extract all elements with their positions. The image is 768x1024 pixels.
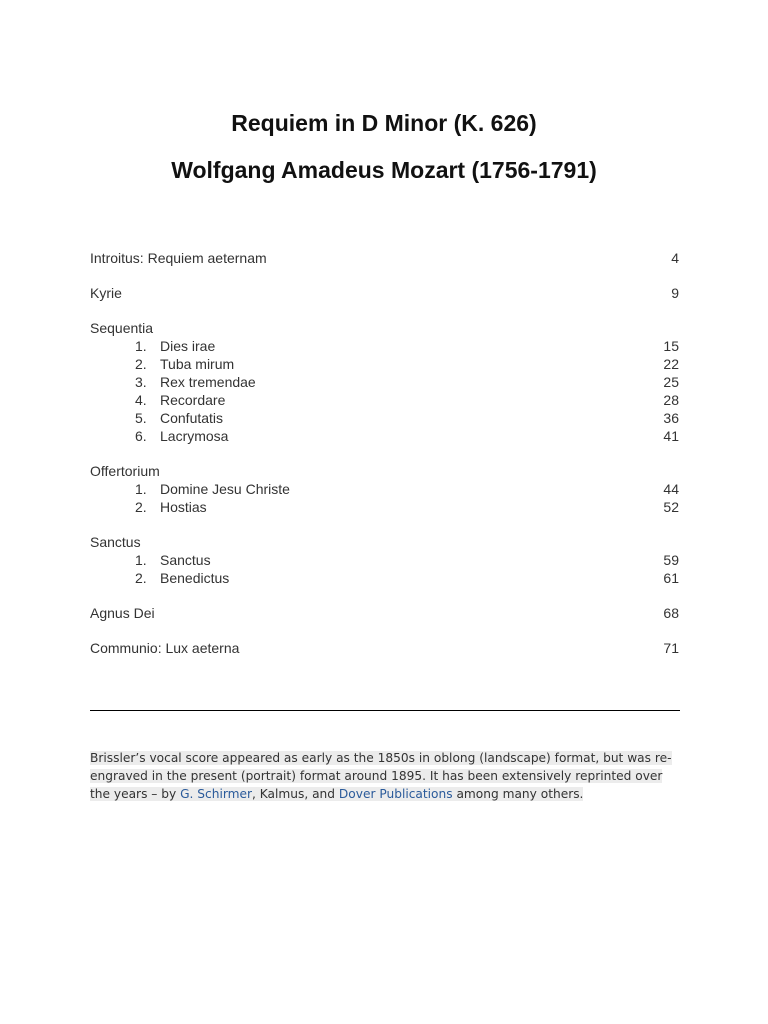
toc-group-kyrie — [90, 284, 679, 302]
footnote-text: , Kalmus, and — [252, 787, 339, 801]
toc-entry-label: Kyrie — [90, 285, 122, 301]
toc-subentry-number: 5. — [135, 410, 147, 426]
toc-subentry-number: 1. — [135, 338, 147, 354]
toc-subentry-label: Rex tremendae — [160, 374, 256, 390]
toc-subentry-number: 2. — [135, 499, 147, 515]
toc-subentry-page: 41 — [663, 428, 679, 444]
toc-subentry-label: Domine Jesu Christe — [160, 481, 290, 497]
toc-subentry — [90, 569, 679, 587]
toc-entry-page: 4 — [671, 250, 679, 266]
toc-group-sanctus — [90, 533, 679, 587]
toc-entry-page: 68 — [663, 605, 679, 621]
toc-group-communio — [90, 639, 679, 657]
toc-subentry — [90, 355, 679, 373]
toc-group-sequentia — [90, 319, 679, 445]
toc-subentry-number: 6. — [135, 428, 147, 444]
toc-entry-label: Introitus: Requiem aeternam — [90, 250, 267, 266]
toc-subentry-number: 2. — [135, 570, 147, 586]
work-title: Requiem in D Minor (K. 626) — [231, 110, 537, 136]
toc-subentry-label: Tuba mirum — [160, 356, 235, 372]
footnote-text: among many others. — [452, 787, 584, 801]
toc-section-heading — [90, 533, 679, 551]
toc-subentry — [90, 409, 679, 427]
toc-section-label: Sanctus — [90, 534, 141, 550]
toc-entry — [90, 284, 679, 302]
toc-section-label: Offertorium — [90, 463, 160, 479]
toc-subentry-page: 52 — [663, 499, 679, 515]
toc-subentry — [90, 337, 679, 355]
toc-subentry-page: 28 — [663, 392, 679, 408]
toc-group-offertorium — [90, 462, 679, 516]
toc-group-agnus-dei — [90, 604, 679, 622]
toc-subentry — [90, 480, 679, 498]
toc-subentry-label: Sanctus — [160, 552, 211, 568]
toc-entry — [90, 249, 679, 267]
toc-subentry-page: 15 — [663, 338, 679, 354]
table-of-contents — [90, 249, 679, 674]
toc-subentry-page: 59 — [663, 552, 679, 568]
horizontal-divider — [90, 710, 680, 711]
toc-subentry-label: Confutatis — [160, 410, 224, 426]
toc-subentry — [90, 373, 679, 391]
toc-subentry-number: 3. — [135, 374, 147, 390]
toc-subentry — [90, 498, 679, 516]
toc-group-introitus — [90, 249, 679, 267]
toc-subentry-page: 36 — [663, 410, 679, 426]
toc-subentry-number: 1. — [135, 552, 147, 568]
toc-entry-label: Agnus Dei — [90, 605, 155, 621]
dover-publications-link[interactable]: Dover Publications — [338, 787, 453, 801]
toc-subentry-label: Dies irae — [160, 338, 216, 354]
composer-title: Wolfgang Amadeus Mozart (1756-1791) — [171, 157, 597, 183]
toc-subentry-page: 61 — [663, 570, 679, 586]
toc-subentry-page: 22 — [663, 356, 679, 372]
toc-entry-page: 9 — [671, 285, 679, 301]
toc-subentry-number: 4. — [135, 392, 147, 408]
toc-subentry-label: Benedictus — [160, 570, 230, 586]
toc-subentry-label: Recordare — [160, 392, 226, 408]
toc-section-label: Sequentia — [90, 320, 154, 336]
toc-section-heading — [90, 319, 679, 337]
toc-entry — [90, 639, 679, 657]
footnote-text: Brissler’s vocal score appeared as early as the 1850s in oblong (landscape) format, but was re-engraved in the present (portrait) format around 1895. It has been extensively reprinted over the years – by — [90, 751, 672, 801]
toc-subentry-number: 2. — [135, 356, 147, 372]
toc-subentry-page: 25 — [663, 374, 679, 390]
toc-subentry — [90, 391, 679, 409]
toc-subentry — [90, 427, 679, 445]
g-schirmer-link[interactable]: G. Schirmer — [180, 787, 253, 801]
toc-subentry-page: 44 — [663, 481, 679, 497]
toc-entry — [90, 604, 679, 622]
toc-subentry-number: 1. — [135, 481, 147, 497]
toc-entry-page: 71 — [663, 640, 679, 656]
toc-subentry-label: Lacrymosa — [160, 428, 229, 444]
toc-section-heading — [90, 462, 679, 480]
footnote-paragraph — [90, 749, 680, 803]
toc-entry-label: Communio: Lux aeterna — [90, 640, 240, 656]
toc-subentry-label: Hostias — [160, 499, 207, 515]
toc-subentry — [90, 551, 679, 569]
